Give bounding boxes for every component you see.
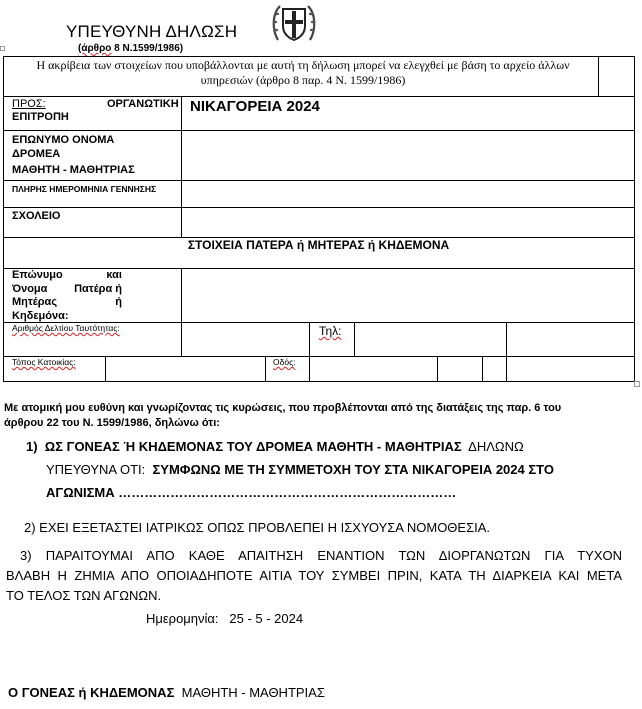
- declaration-item-1: 1) ΩΣ ΓΟΝΕΑΣ Ή ΚΗΔΕΜΟΝΑΣ ΤΟΥ ΔΡΟΜΕΑ ΜΑΘΗΤΗ - ΜΑΘΗΤΡΙΑΣ ΔΗΛΩΝΩ ΥΠΕΥΘΥΝΑ ΟΤΙ: ΣΥΜΦΩΝΩ ΜΕ ΤΗ ΣΥΜΜΕΤΟΧΗ ΤΟΥ ΣΤΑ ΝΙΚΑΓΟΡΕΙΑ 2024 ΣΤΟ ΑΓΩΝΙΣΜΑ ……………………………………………………………………: [26, 439, 554, 500]
- guardian-name-label: Επώνυμο και Όνομα Πατέρα ή Μητέρας ή Κηδεμόνα:: [12, 269, 122, 322]
- signature-line: Ο ΓΟΝΕΑΣ ή ΚΗΔΕΜΟΝΑΣ ΜΑΘΗΤΗ - ΜΑΘΗΤΡΙΑΣ: [8, 685, 325, 700]
- guardian-section-title: ΣΤΟΙΧΕΙΑ ΠΑΤΕΡΑ ή ΜΗΤΕΡΑΣ ή ΚΗΔΕΜΟΝΑ: [187, 238, 450, 252]
- birthdate-field[interactable]: [183, 182, 632, 205]
- phone-field[interactable]: [356, 324, 504, 354]
- residence-field[interactable]: [107, 358, 263, 379]
- runner-name-field[interactable]: [183, 132, 632, 178]
- street-label: Οδός:: [273, 357, 296, 367]
- school-label: ΣΧΟΛΕΙΟ: [12, 210, 61, 222]
- street-field[interactable]: [311, 358, 435, 379]
- school-field[interactable]: [183, 209, 632, 235]
- declaration-item-2: 2) ΕΧΕΙ ΕΞΕΤΑΣΤΕΙ ΙΑΤΡΙΚΩΣ ΟΠΩΣ ΠΡΟΒΛΕΠΕΙ Η ΙΣΧΥΟΥΣΑ ΝΟΜΟΘΕΣΙΑ.: [24, 520, 491, 535]
- verification-notice: Η ακρίβεια των στοιχείων που υποβάλλονται με αυτή τη δήλωση μπορεί να ελεγχθεί με βάση το αρχείο άλλων υπηρεσιών (άρθρο 8 παρ. 4 Ν. 1599/1986): [36, 58, 570, 87]
- phone-label: Τηλ:: [319, 324, 342, 338]
- residence-label: Τόπος Κατοικίας:: [12, 357, 76, 367]
- organizing-committee-label: ΟΡΓΑΝΩΤΙΚΗ: [107, 98, 179, 110]
- committee-label: ΕΠΙΤΡΟΠΗ: [12, 111, 69, 123]
- date-line: Ημερομηνία: 25 - 5 - 2024: [146, 611, 304, 626]
- table-resize-handle[interactable]: [634, 381, 640, 387]
- guardian-name-field[interactable]: [183, 270, 632, 320]
- runner-name-label: ΕΠΩΝΥΜΟ ΟΝΟΜΑ ΔΡΟΜΕΑ ΜΑΘΗΤΗ - ΜΑΘΗΤΡΙΑΣ: [12, 134, 135, 176]
- law-reference: (άρθρο 8 Ν.1599/1986): [78, 43, 184, 54]
- table-move-handle[interactable]: [0, 46, 5, 51]
- to-value: ΝΙΚΑΓΟΡΕΙΑ 2024: [190, 98, 320, 115]
- document-title: ΥΠΕΥΘΥΝΗ ΔΗΛΩΣΗ: [66, 22, 238, 41]
- declaration-intro: Με ατομική μου ευθύνη και γνωρίζοντας τις κυρώσεις, που προβλέπονται από της διατάξεις της παρ. 6 του άρθρου 22 του Ν. 1599/1986, δηλώνω ότι:: [4, 402, 562, 429]
- greek-coat-of-arms-icon: [270, 0, 318, 48]
- birthdate-label: ΠΛΗΡΗΣ ΗΜΕΡΟΜΗΝΙΑ ΓΕΝΝΗΣΗΣ: [12, 184, 157, 194]
- id-number-label: Αριθμός Δελτίου Ταυτότητας:: [12, 323, 120, 333]
- declaration-item-3: 3) ΠΑΡΑΙΤΟΥΜΑΙ ΑΠΟ ΚΑΘΕ ΑΠΑΙΤΗΣΗ ΕΝΑΝΤΙΟΝ ΤΩΝ ΔΙΟΡΓΑΝΩΤΩΝ ΓΙΑ ΤΥΧΟΝ ΒΛΑΒΗ Η ΖΗΜΙΑ ΑΠΟ ΟΠΟΙΑΔΗΠΟΤΕ ΑΙΤΙΑ ΤΟΥ ΣΥΜΒΕΙ ΠΡΙΝ, ΚΑΤΑ ΤΗ ΔΙΑΡΚΕΙΑ ΚΑΙ ΜΕΤΑ ΤΟ ΤΕΛΟΣ ΤΩΝ ΑΓΩΝΩΝ.: [6, 548, 622, 603]
- id-number-field[interactable]: [183, 324, 307, 354]
- to-label: ΠΡΟΣ:: [12, 98, 46, 110]
